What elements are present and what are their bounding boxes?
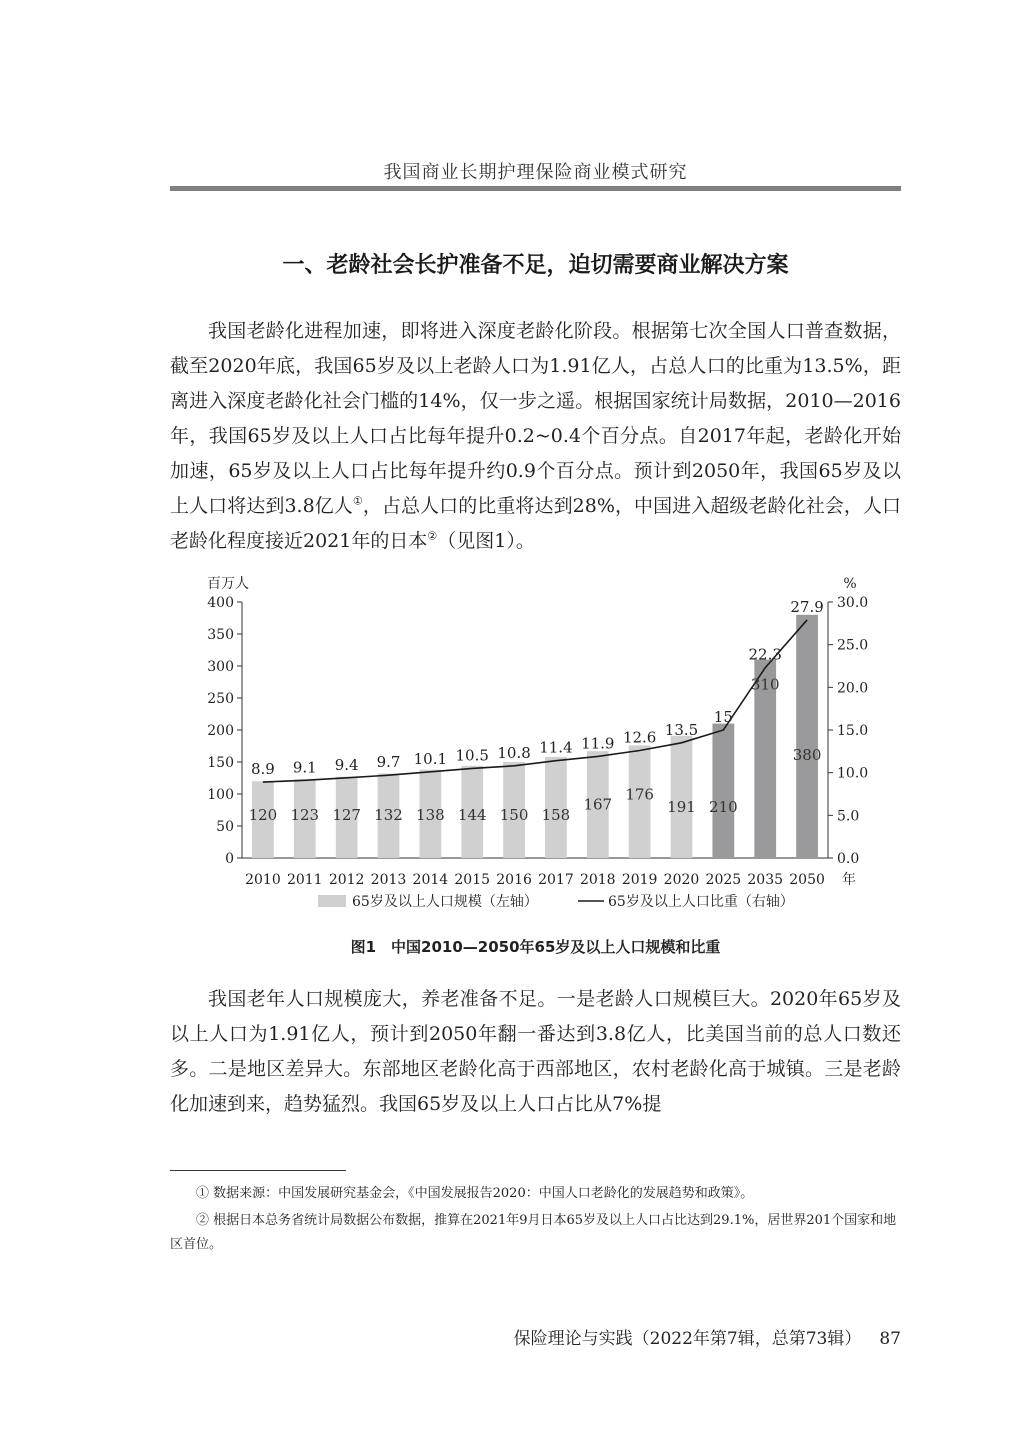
x-tick-label: 2035 — [747, 872, 784, 888]
bar-value-label: 138 — [416, 806, 445, 824]
bar-value-label: 132 — [374, 806, 403, 824]
left-tick-label: 50 — [216, 819, 234, 835]
left-tick-label: 300 — [207, 659, 234, 675]
figure-1-chart — [190, 572, 870, 922]
bar-value-label: 127 — [332, 806, 361, 824]
right-axis-unit: % — [843, 576, 857, 592]
section-title: 一、老龄社会长护准备不足，迫切需要商业解决方案 — [282, 253, 789, 278]
line-value-label: 9.1 — [292, 758, 317, 777]
bar-value-label: 210 — [709, 798, 738, 816]
bar-value-label: 123 — [290, 806, 320, 824]
x-tick-label: 2012 — [328, 872, 365, 888]
footnote-ref-1[interactable]: ① — [352, 494, 363, 508]
bar-2020 — [671, 736, 693, 858]
x-tick-label: 2050 — [789, 872, 825, 888]
x-axis-unit: 年 — [842, 872, 856, 888]
x-tick-label: 2016 — [496, 872, 532, 888]
x-tick-label: 2018 — [579, 872, 616, 888]
running-head: 我国商业长期护理保险商业模式研究 — [383, 162, 688, 183]
left-tick-label: 150 — [207, 755, 234, 771]
x-tick-label: 2011 — [286, 872, 323, 888]
page-footer — [170, 1324, 901, 1349]
x-tick-label: 2015 — [454, 872, 491, 888]
bar-value-label: 310 — [750, 675, 780, 694]
header-rule — [170, 186, 901, 191]
line-value-label: 8.9 — [250, 760, 275, 779]
x-tick-label: 2025 — [705, 872, 742, 888]
x-tick-label: 2013 — [370, 872, 407, 888]
bar-value-label: 167 — [583, 795, 613, 814]
left-tick-label: 250 — [207, 691, 234, 707]
line-value-label: 10.8 — [497, 743, 531, 762]
line-value-label: 27.9 — [790, 597, 824, 616]
right-tick-label: 10.0 — [837, 765, 869, 782]
line-value-label: 11.9 — [581, 734, 615, 753]
paragraph-1 — [170, 314, 901, 559]
right-tick-label: 5.0 — [837, 808, 860, 825]
footnote-rule — [170, 1170, 346, 1171]
paragraph-1-text-b: ，占总人口的比重将达到28%，中国进入超级老龄化社会，人口老龄化程度接近2021年的日本 — [170, 495, 901, 552]
paragraph-1-text-c: （见图1）。 — [437, 530, 535, 552]
left-tick-label: 400 — [207, 595, 234, 611]
paragraph-1-text-a: 我国老龄化进程加速，即将进入深度老龄化阶段。根据第七次全国人口普查数据，截至2020年底，我国65岁及以上老龄人口为1.91亿人，占总人口的比重为13.5%，距离进入深度老龄化社会门槛的14%，仅一步之遥。根据国家统计局数据，2010—2016年，我国65岁及以上人口占比每年提升0.2~0.4个百分点。自2017年起，老龄化开始加速，65岁及以上人口占比每年提升约0.9个百分点。预计到2050年，我国65岁及以上人口将达到3.8亿人 — [170, 320, 901, 517]
bar-value-label: 120 — [248, 806, 278, 824]
right-tick-label: 15.0 — [837, 723, 869, 739]
footnote-ref-2[interactable]: ② — [427, 529, 438, 543]
right-tick-label: 0.0 — [837, 851, 860, 867]
bar-value-label: 150 — [499, 806, 529, 824]
line-value-label: 10.5 — [455, 746, 489, 765]
left-tick-label: 350 — [207, 627, 234, 643]
line-value-label: 22.3 — [748, 645, 782, 664]
left-tick-label: 200 — [207, 723, 234, 739]
chart-svg — [190, 572, 870, 922]
footnote-2: ② 根据日本总务省统计局数据公布数据，推算在2021年9月日本65岁及以上人口占比达到29.1%，居世界201个国家和地区首位。 — [170, 1213, 897, 1252]
footnote-1: ① 数据来源：中国发展研究基金会，《中国发展报告2020：中国人口老龄化的发展趋势和政策》。 — [196, 1186, 754, 1201]
bar-2025 — [712, 724, 734, 858]
line-value-label: 9.7 — [376, 753, 401, 772]
line-value-label: 11.4 — [539, 738, 573, 757]
paragraph-2: 我国老年人口规模庞大，养老准备不足。一是老龄人口规模巨大。2020年65岁及以上人口为1.91亿人，预计到2050年翻一番达到3.8亿人，比美国当前的总人口数还多。二是地区差异大。东部地区老龄化高于西部地区，农村老龄化高于城镇。三是老龄化加速到来，趋势猛烈。我国65岁及以上人口占比从7%提 — [170, 988, 901, 1115]
journal-name: 保险理论与实践（2022年第7辑，总第73辑） — [513, 1329, 862, 1349]
right-tick-label: 20.0 — [837, 680, 869, 697]
figure-caption: 图1 中国2010—2050年65岁及以上人口规模和比重 — [350, 938, 721, 956]
right-tick-label: 30.0 — [837, 595, 869, 611]
x-tick-label: 2014 — [412, 872, 449, 888]
bar-value-label: 380 — [792, 745, 822, 764]
legend-line-label: 65岁及以上人口比重（右轴） — [608, 894, 794, 910]
line-value-label: 10.1 — [413, 749, 448, 768]
line-value-label: 13.5 — [664, 720, 699, 739]
right-tick-label: 25.0 — [837, 637, 869, 654]
bar-2050 — [796, 615, 818, 858]
x-tick-label: 2019 — [621, 872, 658, 888]
bar-value-label: 176 — [625, 785, 654, 804]
left-axis-unit: 百万人 — [207, 576, 249, 592]
bar-value-label: 191 — [667, 798, 696, 816]
legend-bar-label: 65岁及以上人口规模（左轴） — [352, 894, 538, 910]
bar-value-label: 144 — [457, 806, 487, 824]
x-tick-label: 2017 — [538, 872, 574, 888]
x-tick-label: 2010 — [245, 872, 281, 888]
legend-bar-swatch — [318, 895, 346, 907]
bar-value-label: 158 — [541, 805, 571, 824]
left-tick-label: 100 — [207, 787, 234, 803]
left-tick-label: 0 — [225, 851, 234, 867]
page-number: 87 — [879, 1329, 901, 1349]
line-value-label: 9.4 — [334, 755, 359, 774]
line-value-label: 15 — [713, 708, 733, 726]
x-tick-label: 2020 — [663, 872, 700, 888]
line-value-label: 12.6 — [622, 728, 657, 747]
